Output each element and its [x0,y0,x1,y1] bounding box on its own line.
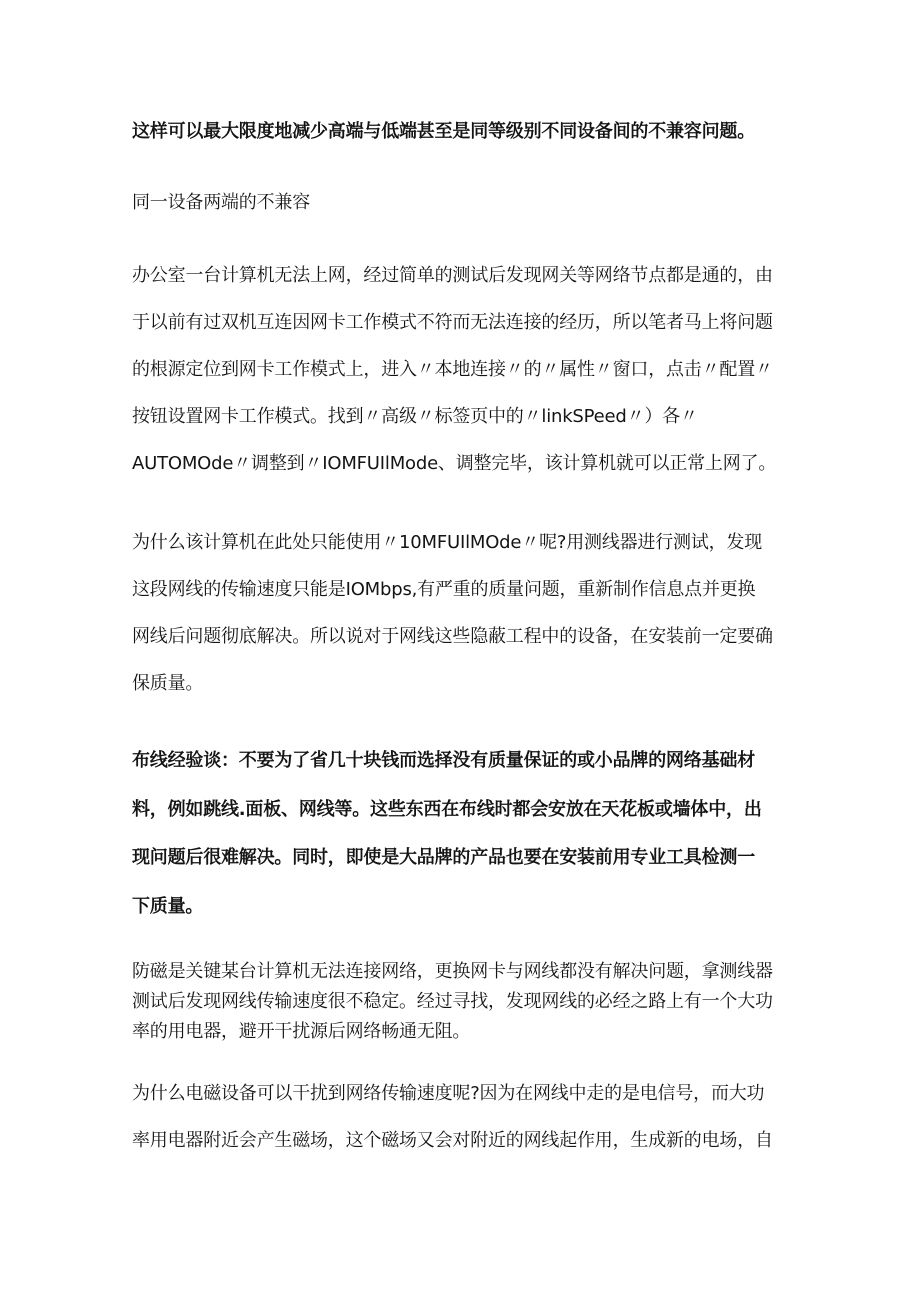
text-line: 于以前有过双机互连因网卡工作模式不符而无法连接的经历，所以笔者马上将问题 [132,312,773,333]
text-line: 率的用电器，避开干扰源后网络畅通无阻。 [132,1021,471,1042]
text-line: 防磁是关键某台计算机无法连接网络，更换网卡与网线都没有解决问题，拿测线器 [132,961,773,982]
text-line: 下质量。 [132,896,204,918]
text-line: 率用电器附近会产生磁场，这个磁场又会对附近的网线起作用，生成新的电场，自 [132,1130,773,1151]
paragraph-office-computer-case [132,252,812,487]
text-line: 现问题后很难解决。同时，即使是大品牌的产品也要在安装前用专业工具检测一 [132,847,755,869]
text-line: AUTOMOde〃调整到〃IOMFUIlMode、调整完毕，该计算机就可以正常上网了。 [132,453,777,474]
text-line: 测试后发现网线传输速度很不稳定。经过寻找，发现网线的必经之路上有一个大功 [132,991,773,1012]
text-line: 办公室一台计算机无法上网，经过简单的测试后发现网关等网络节点都是通的，由 [132,265,773,286]
text-line: 布线经验谈：不要为了省几十块钱而选择没有质量保证的或小品牌的网络基础材 [132,750,755,771]
text-line: 同一设备两端的不兼容 [132,192,310,213]
paragraph-magnetic-interference [132,957,812,1047]
text-line: 网线后问题彻底解决。所以说对于网线这些隐蔽工程中的设备，在安装前一定要确 [132,626,773,647]
text-line: 为什么该计算机在此处只能使用〃10MFUIlMOde〃呢?用测线器进行测试，发现 [132,532,763,553]
text-line: 保质量。 [132,673,204,694]
paragraph-electromagnetic-explanation [132,1070,812,1164]
text-line: 这段网线的传输速度只能是IOMbps,有严重的质量问题，重新制作信息点并更换 [132,579,756,600]
paragraph-cable-speed-test [132,519,812,707]
text-line: 这样可以最大限度地减少高端与低端甚至是同等级别不同设备间的不兼容问题。 [132,121,755,142]
text-line: 按钮设置网卡工作模式。找到〃高级〃标签页中的〃linkSPeed〃）各〃 [132,406,698,427]
paragraph-cabling-experience [132,737,812,932]
text-line: 料，例如跳线.面板、网线等。这些东西在布线时都会安放在天花板或墙体中，出 [132,798,762,820]
text-line: 为什么电磁设备可以干扰到网络传输速度呢?因为在网线中走的是电信号，而大功 [132,1083,765,1104]
paragraph-incompatibility-summary [132,117,812,147]
section-heading-same-device [132,188,812,218]
text-line: 的根源定位到网卡工作模式上，进入〃本地连接〃的〃属性〃窗口，点击〃配置〃 [132,359,773,380]
